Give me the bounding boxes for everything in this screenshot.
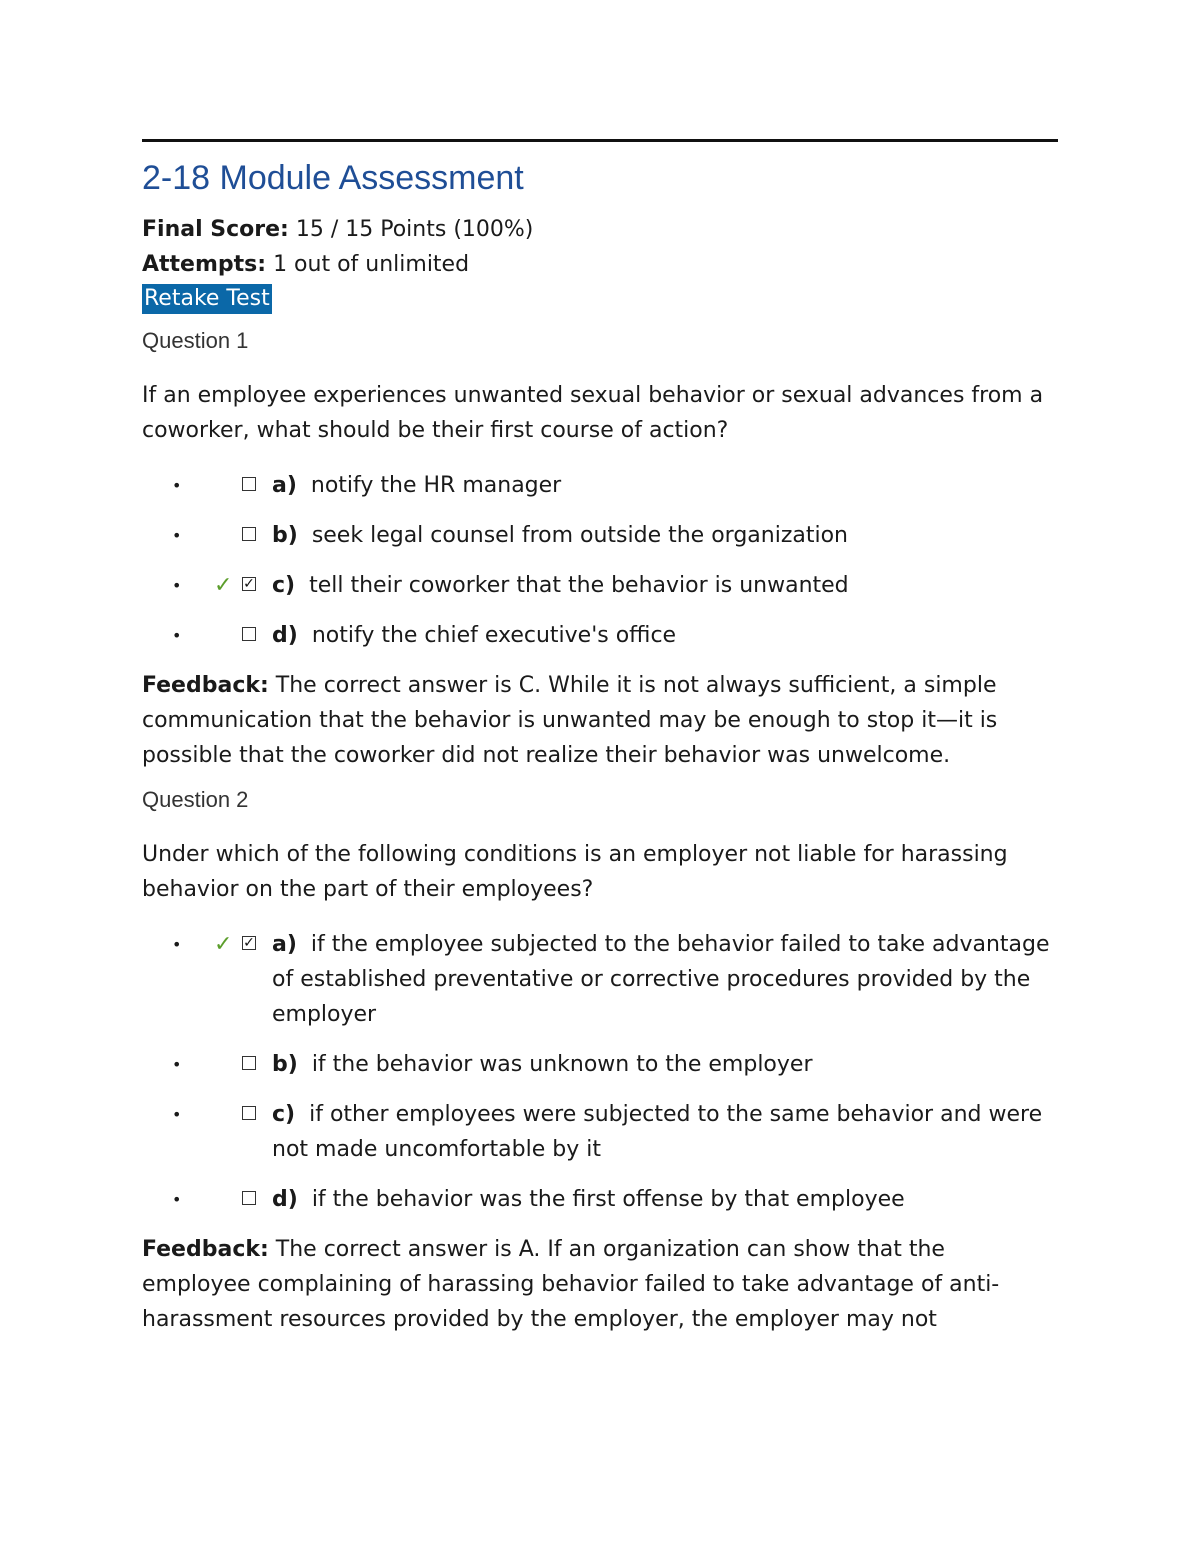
question-label: Question 1 — [142, 328, 249, 353]
attempts-line — [142, 247, 1058, 282]
bullet-icon: • — [172, 1055, 182, 1074]
final-score-line — [142, 212, 1058, 247]
feedback-text: The correct answer is A. If an organization can show that the employee complaining of harassing behavior failed to take advantage of anti-harassment resources provided by the employer, the employer may not — [142, 1237, 1000, 1332]
option-letter: c) — [272, 1102, 296, 1127]
answer-options — [142, 468, 1058, 653]
checkbox-unchecked-icon — [242, 527, 256, 541]
feedback — [142, 668, 1058, 773]
bullet-icon: • — [172, 576, 182, 595]
assessment-page — [142, 139, 1058, 1337]
top-rule — [142, 139, 1058, 142]
bullet-icon: • — [172, 476, 182, 495]
checkbox-checked-icon: ✓ — [243, 935, 255, 951]
option-text: if the behavior was unknown to the employer — [311, 1052, 813, 1077]
answer-option[interactable] — [142, 1182, 1058, 1217]
question-1 — [142, 326, 1058, 773]
answer-option[interactable] — [142, 1097, 1058, 1167]
option-letter: c) — [272, 573, 296, 598]
question-label: Question 2 — [142, 787, 249, 812]
option-text: if the employee subjected to the behavior failed to take advantage of established preventative or corrective procedures provided by the employer — [272, 932, 1050, 1027]
answer-options — [142, 927, 1058, 1217]
checkbox-checked-icon: ✓ — [243, 576, 255, 592]
answer-option[interactable] — [142, 518, 1058, 553]
feedback-label: Feedback: — [142, 1237, 269, 1262]
option-text: notify the HR manager — [310, 473, 562, 498]
bullet-icon: • — [172, 526, 182, 545]
checkbox-unchecked-icon — [242, 627, 256, 641]
option-text: if the behavior was the first offense by that employee — [311, 1187, 905, 1212]
bullet-icon: • — [172, 1105, 182, 1124]
checkbox-unchecked-icon — [242, 1106, 256, 1120]
answer-option[interactable] — [142, 618, 1058, 653]
option-letter: d) — [272, 623, 298, 648]
question-text: Under which of the following conditions is an employer not liable for harassing behavior on the part of their employees? — [142, 842, 1008, 902]
option-text: notify the chief executive's office — [311, 623, 677, 648]
answer-option[interactable] — [142, 468, 1058, 503]
checkbox-unchecked-icon — [242, 1191, 256, 1205]
checkbox-unchecked-icon — [242, 1056, 256, 1070]
answer-option[interactable] — [142, 927, 1058, 1032]
option-letter: a) — [272, 932, 297, 957]
feedback-label: Feedback: — [142, 673, 269, 698]
final-score-value: 15 / 15 Points (100%) — [295, 217, 534, 242]
bullet-icon: • — [172, 935, 182, 954]
option-letter: b) — [272, 1052, 298, 1077]
option-letter: d) — [272, 1187, 298, 1212]
option-text: if other employees were subjected to the same behavior and were not made uncomfortable by it — [272, 1102, 1043, 1162]
feedback — [142, 1232, 1058, 1337]
attempts-label: Attempts: — [142, 252, 267, 277]
option-letter: a) — [272, 473, 297, 498]
page-title: 2-18 Module Assessment — [142, 159, 524, 197]
answer-option[interactable] — [142, 1047, 1058, 1082]
bullet-icon: • — [172, 1190, 182, 1209]
final-score-label: Final Score: — [142, 217, 289, 242]
option-letter: b) — [272, 523, 298, 548]
option-text: tell their coworker that the behavior is unwanted — [309, 573, 849, 598]
question-text: If an employee experiences unwanted sexual behavior or sexual advances from a coworker, what should be their first course of action? — [142, 383, 1044, 443]
question-2 — [142, 785, 1058, 1337]
bullet-icon: • — [172, 626, 182, 645]
correct-check-icon: ✓ — [214, 573, 233, 598]
correct-check-icon: ✓ — [214, 932, 233, 957]
checkbox-unchecked-icon — [242, 477, 256, 491]
feedback-text: The correct answer is C. While it is not always sufficient, a simple communication that the behavior is unwanted may be enough to stop it—it is possible that the coworker did not realize their behavior was unwelcome. — [142, 673, 998, 768]
answer-option[interactable] — [142, 568, 1058, 603]
retake-test-button[interactable]: Retake Test — [142, 284, 272, 314]
option-text: seek legal counsel from outside the organization — [311, 523, 848, 548]
attempts-value: 1 out of unlimited — [273, 252, 470, 277]
